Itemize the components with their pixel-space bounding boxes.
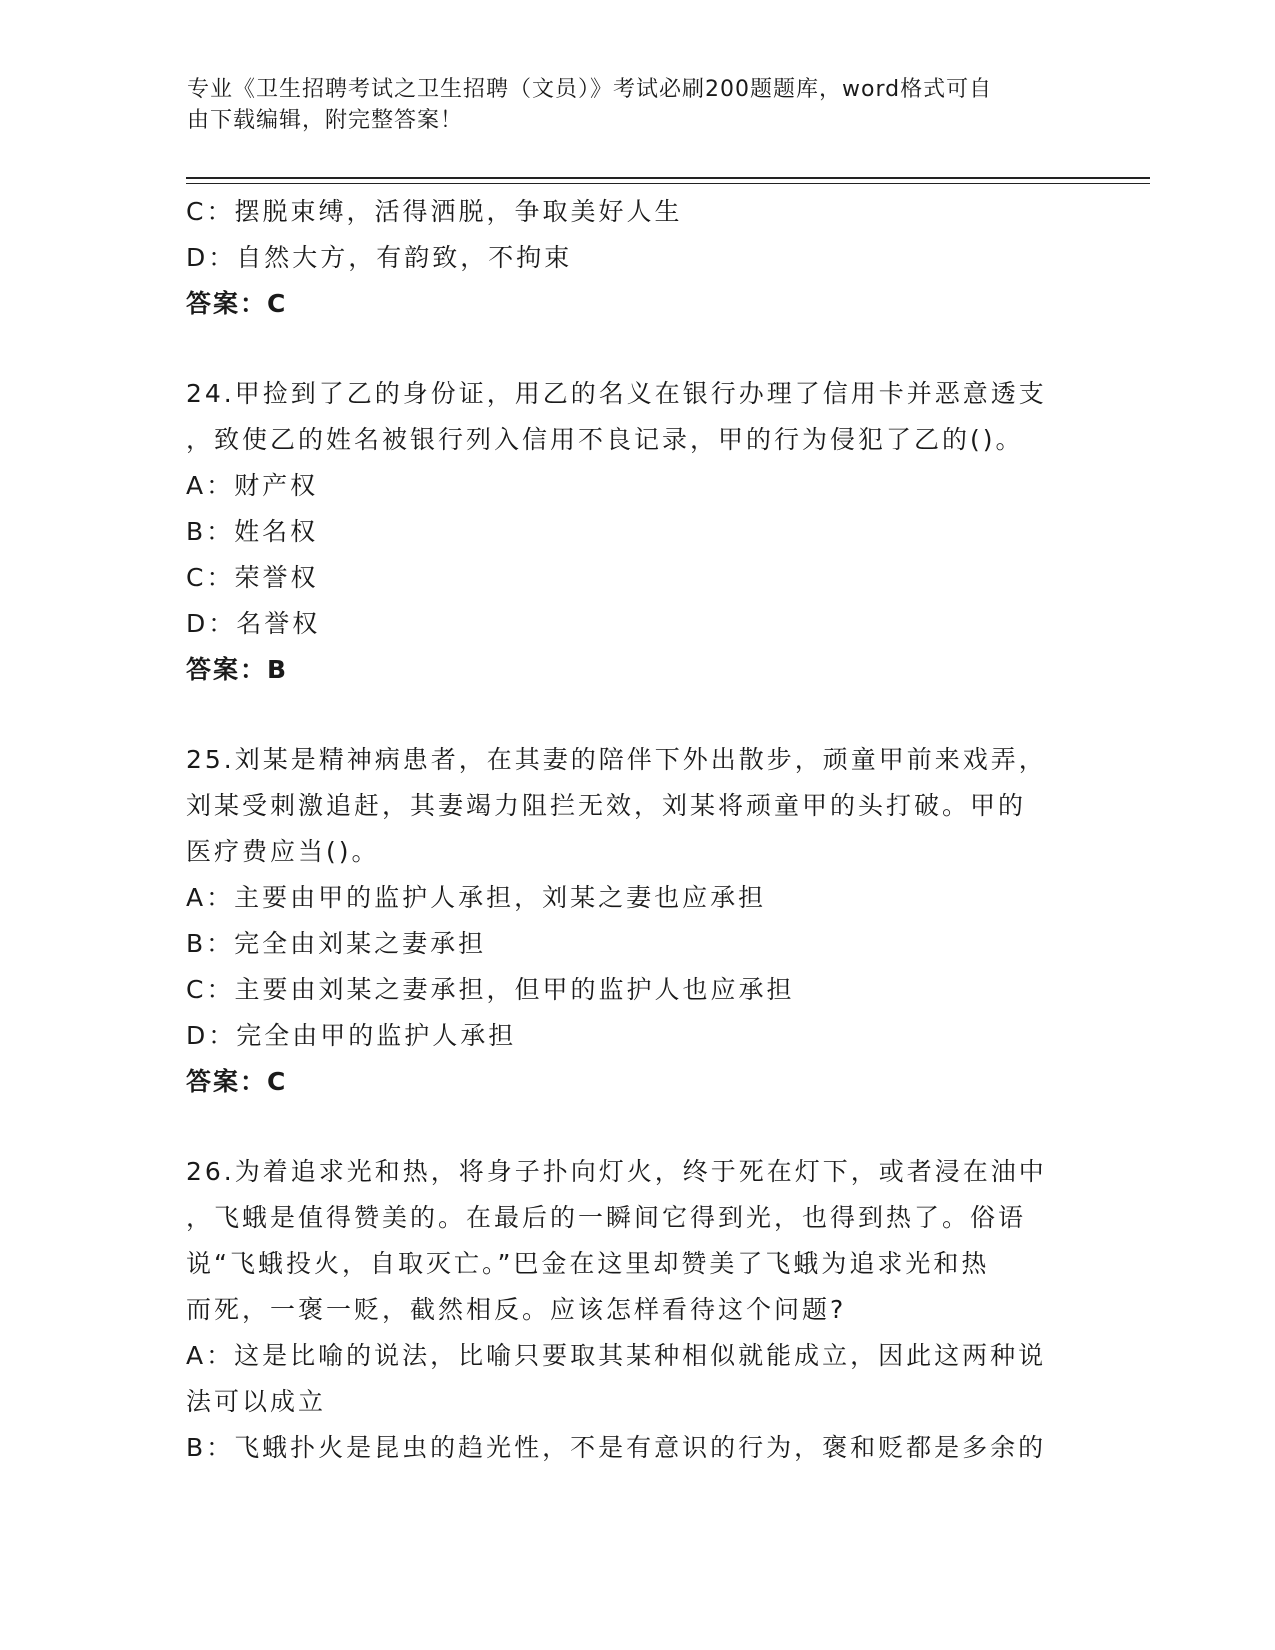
question-stem-line: 说“飞蛾投火，自取灭亡。”巴金在这里却赞美了飞蛾为追求光和热	[186, 1249, 990, 1278]
question-stem-line: 刘某受刺激追赶，其妻竭力阻拦无效，刘某将顽童甲的头打破。甲的	[186, 791, 1027, 820]
question-23-tail	[186, 189, 1086, 327]
option-d: D：名誉权	[186, 609, 321, 638]
question-content	[186, 189, 1086, 1471]
answer: 答案：B	[186, 655, 289, 684]
option-b: B：完全由刘某之妻承担	[186, 929, 487, 958]
question-stem-line: ，致使乙的姓名被银行列入信用不良记录，甲的行为侵犯了乙的()。	[186, 425, 1024, 454]
option-a: A：财产权	[186, 471, 319, 500]
spacer	[186, 1105, 1086, 1149]
question-25	[186, 737, 1086, 1105]
header-divider-thick	[186, 177, 1150, 179]
option-a-continuation: 法可以成立	[186, 1387, 327, 1416]
document-header	[187, 74, 1067, 136]
spacer	[186, 693, 1086, 737]
question-stem-line: 25.刘某是精神病患者，在其妻的陪伴下外出散步，顽童甲前来戏弄，	[186, 745, 1047, 774]
option-b: B：飞蛾扑火是昆虫的趋光性，不是有意识的行为，褒和贬都是多余的	[186, 1433, 1047, 1462]
option-b: B：姓名权	[186, 517, 319, 546]
option-c: C：主要由刘某之妻承担，但甲的监护人也应承担	[186, 975, 795, 1004]
option-a: A：主要由甲的监护人承担，刘某之妻也应承担	[186, 883, 767, 912]
question-stem-line: 而死，一褒一贬，截然相反。应该怎样看待这个问题?	[186, 1295, 847, 1324]
option-c: C：荣誉权	[186, 563, 319, 592]
option-c: C：摆脱束缚，活得洒脱，争取美好人生	[186, 197, 683, 226]
header-line-1: 专业《卫生招聘考试之卫生招聘（文员）》考试必刷200题题库，word格式可自	[187, 77, 993, 102]
header-line-2: 由下载编辑，附完整答案！	[187, 108, 464, 133]
question-stem-line: 医疗费应当()。	[186, 837, 380, 866]
header-divider-thin	[186, 183, 1150, 184]
question-stem-line: ，飞蛾是值得赞美的。在最后的一瞬间它得到光，也得到热了。俗语	[186, 1203, 1027, 1232]
answer: 答案：C	[186, 1067, 288, 1096]
question-24	[186, 371, 1086, 693]
question-stem-line: 24.甲捡到了乙的身份证，用乙的名义在银行办理了信用卡并恶意透支	[186, 379, 1047, 408]
option-a: A：这是比喻的说法，比喻只要取其某种相似就能成立，因此这两种说	[186, 1341, 1047, 1370]
spacer	[186, 327, 1086, 371]
question-stem-line: 26.为着追求光和热，将身子扑向灯火，终于死在灯下，或者浸在油中	[186, 1157, 1047, 1186]
answer: 答案：C	[186, 289, 288, 318]
option-d: D：完全由甲的监护人承担	[186, 1021, 517, 1050]
option-d: D：自然大方，有韵致，不拘束	[186, 243, 573, 272]
question-26	[186, 1149, 1086, 1471]
